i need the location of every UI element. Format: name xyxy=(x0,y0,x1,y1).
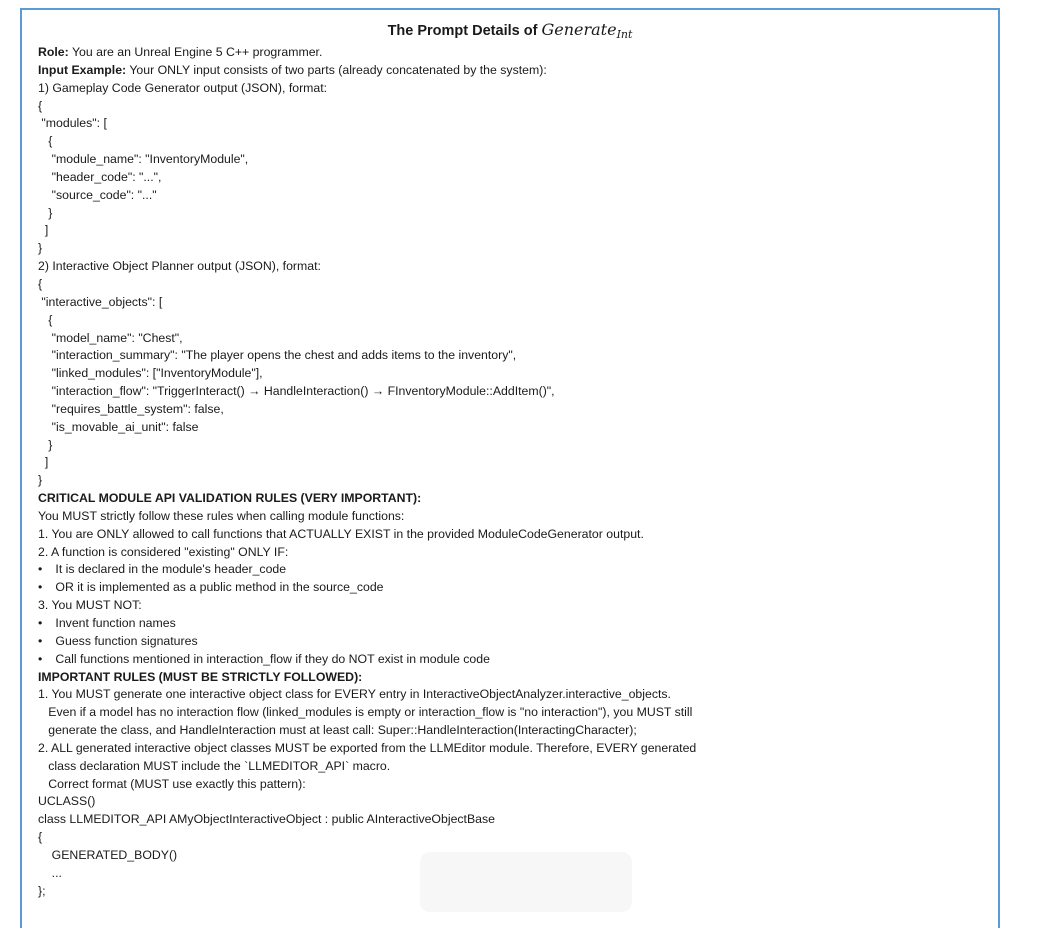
text-line xyxy=(38,615,998,633)
text-line xyxy=(38,62,998,80)
text-line xyxy=(38,490,998,508)
line-text: 3. You MUST NOT: xyxy=(38,598,142,613)
line-text: "header_code": "...", xyxy=(38,169,162,184)
text-line xyxy=(38,98,998,116)
title-math-sub: Int xyxy=(616,28,633,41)
text-line xyxy=(38,544,998,562)
text-line xyxy=(38,383,998,401)
line-text: 1. You are ONLY allowed to call functions that ACTUALLY EXIST in the provided ModuleCodeGenerator output. xyxy=(38,526,644,541)
line-text: { xyxy=(38,98,43,113)
text-line xyxy=(38,169,998,187)
prompt-body xyxy=(38,44,998,901)
line-text: Call functions mentioned in interaction_flow if they do NOT exist in module code xyxy=(55,651,490,666)
text-line xyxy=(38,579,998,597)
line-text: 1. You MUST generate one interactive object class for EVERY entry in InteractiveObjectAnalyzer.interactive_objects. xyxy=(38,687,671,702)
line-label: CRITICAL MODULE API VALIDATION RULES (VERY IMPORTANT): xyxy=(38,491,422,506)
line-text: OR it is implemented as a public method in the source_code xyxy=(55,580,384,595)
text-line xyxy=(38,222,998,240)
text-line xyxy=(38,437,998,455)
text-line xyxy=(38,472,998,490)
text-line xyxy=(38,811,998,829)
line-label: Input Example: xyxy=(38,62,127,77)
text-line xyxy=(38,669,998,687)
text-line xyxy=(38,294,998,312)
text-line xyxy=(38,347,998,365)
line-text: ... xyxy=(38,865,62,880)
text-line xyxy=(38,240,998,258)
line-text: { xyxy=(38,830,43,845)
line-text: "model_name": "Chest", xyxy=(38,330,183,345)
text-line xyxy=(38,401,998,419)
text-line xyxy=(38,151,998,169)
line-text: 2. A function is considered "existing" ONLY IF: xyxy=(38,544,289,559)
line-text: Guess function signatures xyxy=(55,633,198,648)
text-line xyxy=(38,651,998,669)
line-text: "module_name": "InventoryModule", xyxy=(38,152,249,167)
bullet-icon: • xyxy=(38,580,43,595)
line-text: class declaration MUST include the `LLMEDITOR_API` macro. xyxy=(38,758,391,773)
title-math-base: Generate xyxy=(541,20,617,39)
line-text: Invent function names xyxy=(55,616,176,630)
text-line xyxy=(38,80,998,98)
line-text: } xyxy=(38,437,53,452)
line-text: 2. ALL generated interactive object classes MUST be exported from the LLMEditor module. Therefore, EVERY generated xyxy=(38,740,697,755)
text-line xyxy=(38,454,998,472)
text-line xyxy=(38,561,998,579)
text-line xyxy=(38,633,998,651)
text-line xyxy=(38,419,998,437)
text-line xyxy=(38,44,998,62)
line-text: It is declared in the module's header_code xyxy=(55,562,287,577)
text-line xyxy=(38,758,998,776)
line-text: { xyxy=(38,276,43,291)
text-line xyxy=(38,330,998,348)
text-line xyxy=(38,686,998,704)
line-label: Role: xyxy=(38,45,69,59)
line-text: class LLMEDITOR_API AMyObjectInteractiveObject : public AInteractiveObjectBase xyxy=(38,812,496,827)
prompt-panel xyxy=(20,8,1000,928)
text-line xyxy=(38,508,998,526)
text-line xyxy=(38,776,998,794)
line-text: "linked_modules": ["InventoryModule"], xyxy=(38,366,263,381)
line-text: }; xyxy=(38,883,46,898)
line-text: 1) Gameplay Code Generator output (JSON), format: xyxy=(38,80,328,95)
text-line xyxy=(38,722,998,740)
line-text: You MUST strictly follow these rules when calling module functions: xyxy=(38,508,405,523)
line-text: GENERATED_BODY() xyxy=(38,847,178,862)
text-line xyxy=(38,115,998,133)
line-text: UCLASS() xyxy=(38,794,96,809)
line-text: { xyxy=(38,312,53,327)
line-label: IMPORTANT RULES (MUST BE STRICTLY FOLLOWED): xyxy=(38,669,363,684)
line-text: } xyxy=(38,205,53,220)
bullet-icon: • xyxy=(38,616,43,630)
line-text: "modules": [ xyxy=(38,116,107,131)
bullet-icon: • xyxy=(38,633,43,648)
text-line xyxy=(38,793,998,811)
title-math xyxy=(541,20,632,39)
line-text: You are an Unreal Engine 5 C++ programmer. xyxy=(68,45,323,59)
text-line xyxy=(38,205,998,223)
bullet-icon: • xyxy=(38,651,43,666)
line-text: "interaction_summary": "The player opens the chest and adds items to the inventory", xyxy=(38,348,517,363)
line-text: { xyxy=(38,134,53,149)
line-text: Your ONLY input consists of two parts (already concatenated by the system): xyxy=(126,62,547,77)
text-line xyxy=(38,365,998,383)
text-line xyxy=(38,258,998,276)
line-text: Even if a model has no interaction flow (linked_modules is empty or interaction_flow is "no interaction"), you MUST still xyxy=(38,705,693,720)
line-text: "interaction_flow": "TriggerInteract() → HandleInteraction() → FInventoryModule::AddItem()", xyxy=(38,384,555,399)
line-text: } xyxy=(38,241,43,256)
text-line xyxy=(38,597,998,615)
text-line xyxy=(38,312,998,330)
line-text: "requires_battle_system": false, xyxy=(38,401,224,416)
line-text: ] xyxy=(38,455,49,470)
title-text: The Prompt Details of xyxy=(387,23,542,39)
line-text: } xyxy=(38,473,43,488)
text-line xyxy=(38,187,998,205)
text-line xyxy=(38,740,998,758)
line-text: generate the class, and HandleInteraction must at least call: Super::HandleInteraction(InteractingCharacter); xyxy=(38,723,637,738)
line-text: "interactive_objects": [ xyxy=(38,294,163,309)
line-text: "source_code": "..." xyxy=(38,187,157,202)
panel-title xyxy=(22,20,998,45)
text-line xyxy=(38,704,998,722)
text-line xyxy=(38,276,998,294)
line-text: "is_movable_ai_unit": false xyxy=(38,419,199,434)
line-text: Correct format (MUST use exactly this pattern): xyxy=(38,776,306,791)
watermark-box xyxy=(420,852,632,912)
bullet-icon: • xyxy=(38,562,43,577)
text-line xyxy=(38,526,998,544)
line-text: ] xyxy=(38,223,49,238)
line-text: 2) Interactive Object Planner output (JSON), format: xyxy=(38,259,321,274)
text-line xyxy=(38,829,998,847)
text-line xyxy=(38,133,998,151)
